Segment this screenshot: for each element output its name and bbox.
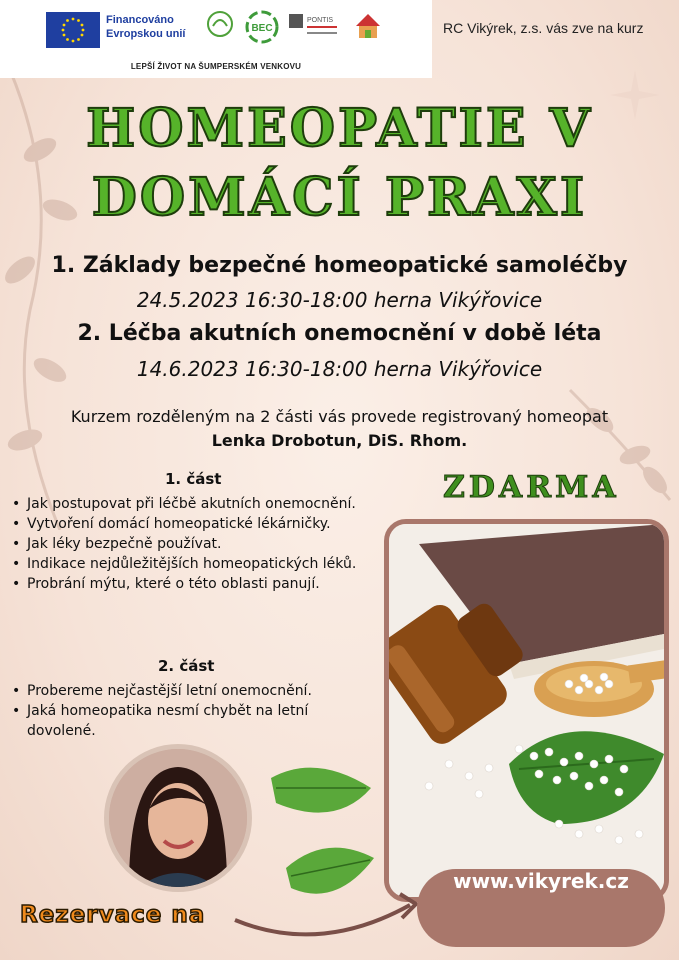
lecturer-portrait [104,744,252,892]
vikyrek-logo [353,10,383,44]
part-2-heading: 2. část [158,657,215,675]
website-link[interactable]: www.vikyrek.cz [417,869,665,947]
part-1-list [10,494,382,594]
session-1-title: 1. Základy bezpečné homeopatické samoléčby [51,253,628,278]
homeopathy-photo [384,519,669,902]
list-item: • Jak postupovat při léčbě akutních onemocnění. [10,494,382,514]
portrait-avatar [109,749,247,887]
lecturer-name: Lenka Drobotun, DiS. Rhom. [211,431,468,450]
list-item: • Jaká homeopatika nesmí chybět na letní dovolené. [10,701,370,741]
eu-funding-label [106,13,206,41]
poster-title-line1: HOMEOPATIE V [86,98,593,159]
sumpersko-logo [205,10,235,42]
part-1-heading: 1. část [165,470,222,488]
svg-text:BEC: BEC [251,23,273,34]
list-item: • Probereme nejčastější letní onemocnění. [10,681,370,701]
intro-text: Kurzem rozděleným na 2 části vás provede registrovaný homeopat [70,407,609,426]
homeopathy-illustration [389,524,664,897]
invitation-text: RC Vikýrek, z.s. vás zve na kurz [443,20,644,36]
session-2-date: 14.6.2023 16:30-18:00 herna Vikýřovice [136,357,543,381]
poster-title-line2: DOMÁCÍ PRAXI [91,167,588,228]
bec-logo [245,10,279,44]
list-item: • Probrání mýtu, které o této oblasti panují. [10,574,382,594]
eu-flag-icon [46,12,100,48]
eu-funding-line2: Evropskou unií [106,28,186,40]
funding-header [0,0,432,78]
curved-arrow-icon [230,880,430,950]
svg-text:PONTIS: PONTIS [307,17,334,24]
eu-funding-line1: Financováno [106,14,174,26]
part-2-list [10,681,370,741]
pontis-logo [289,10,341,42]
list-item: • Indikace nejdůležitějších homeopatických léků. [10,554,382,574]
session-2-title: 2. Léčba akutních onemocnění v době léta [77,321,602,346]
header-tagline: LEPŠÍ ŽIVOT NA ŠUMPERSKÉM VENKOVU [130,62,302,71]
free-label: ZDARMA [443,470,620,505]
session-1-date: 24.5.2023 16:30-18:00 herna Vikýřovice [136,288,543,312]
list-item: • Jak léky bezpečně používat. [10,534,382,554]
list-item: • Vytvoření domácí homeopatické lékárničky. [10,514,382,534]
reservation-label: Rezervace na [20,902,206,928]
